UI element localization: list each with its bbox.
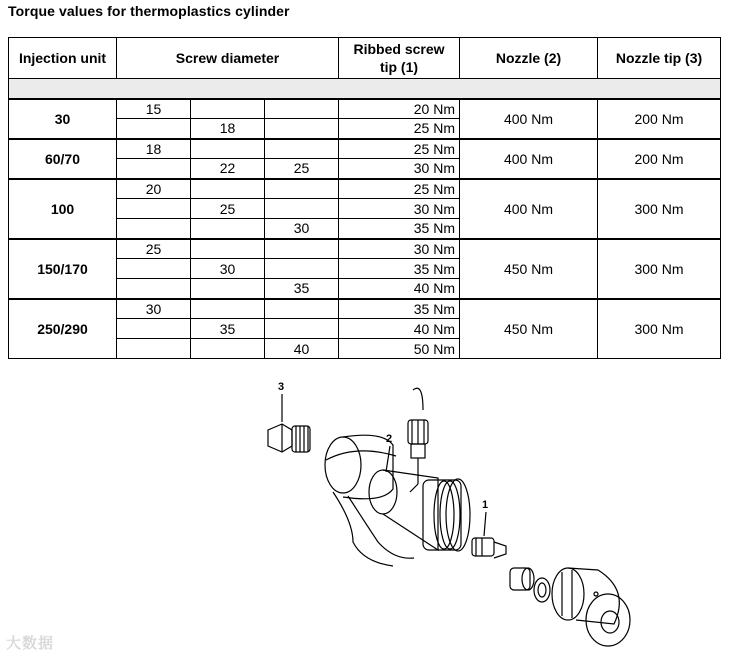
screw-diameter-cell: [265, 179, 339, 199]
screw-diameter-cell: [191, 239, 265, 259]
nozzle-tip-torque-cell: 300 Nm: [598, 239, 721, 299]
ribbed-tip-torque-cell: 30 Nm: [339, 159, 460, 179]
header-ribbed-line2: tip (1): [379, 59, 419, 75]
screw-diameter-cell: 15: [117, 99, 191, 119]
ribbed-tip-torque-cell: 35 Nm: [339, 259, 460, 279]
ring-part: [510, 568, 550, 602]
ribbed-tip-torque-cell: 35 Nm: [339, 299, 460, 319]
injection-unit-group: [9, 99, 721, 139]
header-nozzle-tip: Nozzle tip (3): [598, 38, 721, 79]
ribbed-screw-tip-part: [472, 512, 506, 558]
torque-table: [8, 37, 721, 359]
nozzle-body-part: [369, 446, 470, 551]
injection-unit-cell: 30: [9, 99, 117, 139]
nozzle-torque-cell: 450 Nm: [460, 239, 598, 299]
nozzle-torque-cell: 400 Nm: [460, 179, 598, 239]
screw-diameter-cell: 20: [117, 179, 191, 199]
injection-unit-cell: 250/290: [9, 299, 117, 359]
table-spacer-row: [9, 79, 721, 99]
callout-2: 2: [386, 433, 393, 445]
nozzle-torque-cell: 450 Nm: [460, 299, 598, 359]
screw-diameter-cell: [191, 99, 265, 119]
header-ribbed-line1: Ribbed screw: [353, 41, 445, 57]
screw-diameter-cell: [265, 99, 339, 119]
nozzle-tip-torque-cell: 200 Nm: [598, 99, 721, 139]
screw-diameter-cell: 25: [191, 199, 265, 219]
screw-diameter-cell: [117, 279, 191, 299]
screw-diameter-cell: [191, 279, 265, 299]
screw-diameter-cell: [117, 259, 191, 279]
screw-diameter-cell: 25: [117, 239, 191, 259]
screw-diameter-cell: [191, 139, 265, 159]
injection-unit-group: [9, 239, 721, 299]
screw-diameter-cell: 22: [191, 159, 265, 179]
spacer-cell: [9, 79, 721, 99]
nozzle-torque-cell: 400 Nm: [460, 99, 598, 139]
screw-diameter-cell: [117, 119, 191, 139]
screw-diameter-cell: [265, 199, 339, 219]
ribbed-tip-torque-cell: 30 Nm: [339, 239, 460, 259]
ribbed-tip-torque-cell: 40 Nm: [339, 319, 460, 339]
nozzle-tip-torque-cell: 200 Nm: [598, 139, 721, 179]
nozzle-tip-torque-cell: 300 Nm: [598, 179, 721, 239]
injection-unit-cell: 60/70: [9, 139, 117, 179]
table-row: [9, 299, 721, 319]
screw-diameter-cell: 30: [191, 259, 265, 279]
header-injection-unit: Injection unit: [9, 38, 117, 79]
screw-diameter-cell: [191, 339, 265, 359]
screw-diameter-cell: [191, 219, 265, 239]
ribbed-tip-torque-cell: 30 Nm: [339, 199, 460, 219]
screw-diameter-cell: 35: [191, 319, 265, 339]
callout-3: 3: [278, 381, 285, 393]
injection-unit-cell: 100: [9, 179, 117, 239]
table-row: [9, 139, 721, 159]
header-ribbed-screw-tip: [339, 38, 460, 79]
injection-unit-group: [9, 139, 721, 179]
injection-unit-group: [9, 179, 721, 239]
ribbed-tip-torque-cell: 25 Nm: [339, 179, 460, 199]
watermark: 大数据: [6, 635, 55, 652]
screw-diameter-cell: [191, 299, 265, 319]
ribbed-tip-torque-cell: 35 Nm: [339, 219, 460, 239]
cap-nut-part: [552, 568, 630, 646]
screw-diameter-cell: [191, 179, 265, 199]
cylinder-exploded-diagram: [258, 380, 638, 650]
screw-diameter-cell: [265, 299, 339, 319]
table-row: [9, 99, 721, 119]
nozzle-torque-cell: 400 Nm: [460, 139, 598, 179]
ribbed-tip-torque-cell: 25 Nm: [339, 119, 460, 139]
callout-1: 1: [482, 499, 489, 511]
screw-diameter-cell: [265, 139, 339, 159]
screw-diameter-cell: [117, 219, 191, 239]
screw-diameter-cell: 18: [191, 119, 265, 139]
page-title: Torque values for thermoplastics cylinder: [8, 3, 290, 19]
screw-diameter-cell: 40: [265, 339, 339, 359]
screw-diameter-cell: 18: [117, 139, 191, 159]
header-screw-diameter: Screw diameter: [117, 38, 339, 79]
table-row: [9, 239, 721, 259]
screw-diameter-cell: [265, 239, 339, 259]
screw-diameter-cell: [117, 159, 191, 179]
ribbed-tip-torque-cell: 25 Nm: [339, 139, 460, 159]
screw-diameter-cell: 25: [265, 159, 339, 179]
nozzle-tip-part: [268, 394, 310, 452]
injection-unit-cell: 150/170: [9, 239, 117, 299]
ribbed-tip-torque-cell: 50 Nm: [339, 339, 460, 359]
screw-diameter-cell: 30: [117, 299, 191, 319]
screw-diameter-cell: 30: [265, 219, 339, 239]
screw-diameter-cell: [265, 319, 339, 339]
header-nozzle: Nozzle (2): [460, 38, 598, 79]
screw-diameter-cell: [117, 339, 191, 359]
ribbed-tip-torque-cell: 20 Nm: [339, 99, 460, 119]
nozzle-tip-torque-cell: 300 Nm: [598, 299, 721, 359]
table-row: [9, 179, 721, 199]
screw-diameter-cell: [117, 319, 191, 339]
screw-diameter-cell: [265, 119, 339, 139]
screw-diameter-cell: [117, 199, 191, 219]
ribbed-tip-torque-cell: 40 Nm: [339, 279, 460, 299]
table-header-row: [9, 38, 721, 79]
screw-diameter-cell: [265, 259, 339, 279]
injection-unit-group: [9, 299, 721, 359]
screw-diameter-cell: 35: [265, 279, 339, 299]
